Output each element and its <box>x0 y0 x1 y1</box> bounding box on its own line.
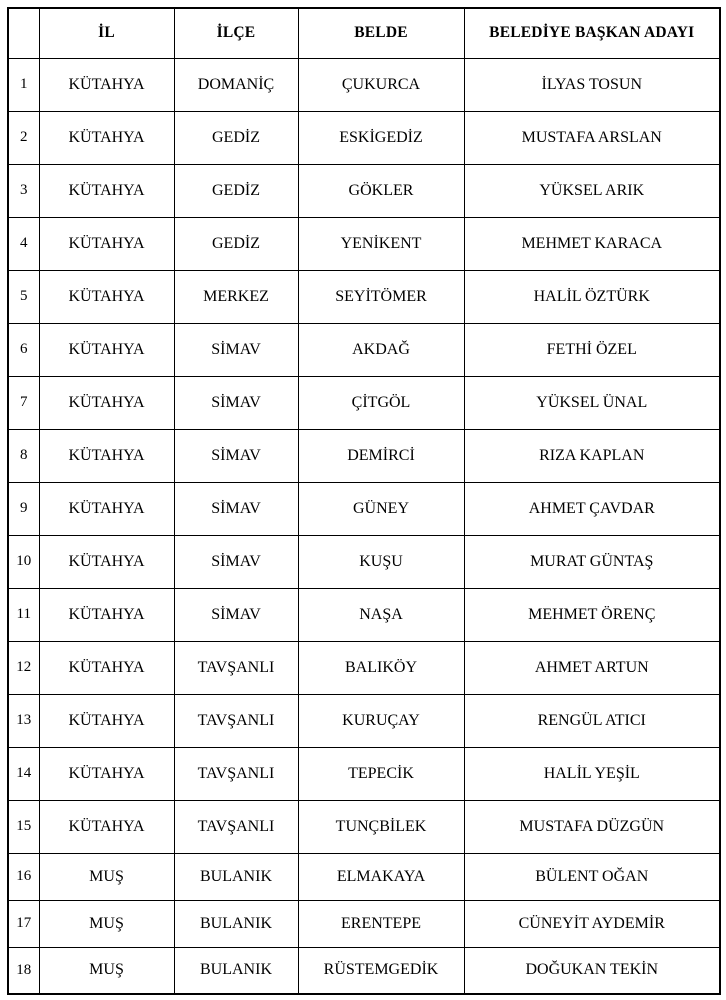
cell-il: KÜTAHYA <box>39 429 174 482</box>
cell-il: KÜTAHYA <box>39 800 174 853</box>
cell-il: MUŞ <box>39 900 174 947</box>
cell-belde: SEYİTÖMER <box>298 270 464 323</box>
cell-belde: ÇUKURCA <box>298 58 464 111</box>
candidates-table <box>7 7 721 995</box>
cell-ilce: SİMAV <box>174 588 298 641</box>
cell-aday: İLYAS TOSUN <box>464 58 720 111</box>
cell-row-number: 3 <box>8 164 39 217</box>
cell-row-number: 7 <box>8 376 39 429</box>
cell-belde: YENİKENT <box>298 217 464 270</box>
table-row <box>8 853 720 900</box>
cell-ilce: BULANIK <box>174 947 298 994</box>
cell-aday: HALİL ÖZTÜRK <box>464 270 720 323</box>
table-row <box>8 111 720 164</box>
table-row <box>8 270 720 323</box>
cell-ilce: SİMAV <box>174 482 298 535</box>
table-row <box>8 164 720 217</box>
cell-aday: RENGÜL ATICI <box>464 694 720 747</box>
table-row <box>8 482 720 535</box>
cell-ilce: SİMAV <box>174 535 298 588</box>
cell-aday: YÜKSEL ARIK <box>464 164 720 217</box>
col-header-no <box>8 8 39 58</box>
cell-belde: ERENTEPE <box>298 900 464 947</box>
cell-il: KÜTAHYA <box>39 58 174 111</box>
cell-il: MUŞ <box>39 853 174 900</box>
cell-belde: KURUÇAY <box>298 694 464 747</box>
col-header-belde: BELDE <box>298 8 464 58</box>
cell-aday: MURAT GÜNTAŞ <box>464 535 720 588</box>
cell-aday: MUSTAFA ARSLAN <box>464 111 720 164</box>
cell-ilce: SİMAV <box>174 429 298 482</box>
cell-row-number: 10 <box>8 535 39 588</box>
cell-belde: GÖKLER <box>298 164 464 217</box>
cell-ilce: BULANIK <box>174 900 298 947</box>
cell-aday: AHMET ÇAVDAR <box>464 482 720 535</box>
cell-belde: DEMİRCİ <box>298 429 464 482</box>
table-row <box>8 535 720 588</box>
cell-row-number: 1 <box>8 58 39 111</box>
cell-ilce: TAVŞANLI <box>174 800 298 853</box>
col-header-aday: BELEDİYE BAŞKAN ADAYI <box>464 8 720 58</box>
cell-row-number: 13 <box>8 694 39 747</box>
cell-ilce: BULANIK <box>174 853 298 900</box>
table-body <box>8 58 720 994</box>
table-row <box>8 58 720 111</box>
cell-belde: RÜSTEMGEDİK <box>298 947 464 994</box>
cell-row-number: 14 <box>8 747 39 800</box>
cell-row-number: 16 <box>8 853 39 900</box>
cell-il: KÜTAHYA <box>39 694 174 747</box>
cell-aday: HALİL YEŞİL <box>464 747 720 800</box>
cell-ilce: SİMAV <box>174 323 298 376</box>
cell-aday: DOĞUKAN TEKİN <box>464 947 720 994</box>
cell-belde: GÜNEY <box>298 482 464 535</box>
cell-il: KÜTAHYA <box>39 323 174 376</box>
cell-belde: NAŞA <box>298 588 464 641</box>
cell-il: KÜTAHYA <box>39 217 174 270</box>
table-row <box>8 376 720 429</box>
cell-il: KÜTAHYA <box>39 588 174 641</box>
cell-ilce: SİMAV <box>174 376 298 429</box>
cell-aday: AHMET ARTUN <box>464 641 720 694</box>
table-row <box>8 747 720 800</box>
table-row <box>8 800 720 853</box>
table-row <box>8 323 720 376</box>
cell-il: KÜTAHYA <box>39 164 174 217</box>
cell-aday: RIZA KAPLAN <box>464 429 720 482</box>
table-row <box>8 694 720 747</box>
cell-row-number: 9 <box>8 482 39 535</box>
cell-row-number: 11 <box>8 588 39 641</box>
cell-ilce: GEDİZ <box>174 164 298 217</box>
cell-il: KÜTAHYA <box>39 482 174 535</box>
cell-il: KÜTAHYA <box>39 747 174 800</box>
cell-aday: MUSTAFA DÜZGÜN <box>464 800 720 853</box>
cell-belde: ÇİTGÖL <box>298 376 464 429</box>
cell-row-number: 12 <box>8 641 39 694</box>
cell-aday: CÜNEYİT AYDEMİR <box>464 900 720 947</box>
cell-belde: AKDAĞ <box>298 323 464 376</box>
cell-belde: TUNÇBİLEK <box>298 800 464 853</box>
header-row <box>8 8 720 58</box>
cell-il: KÜTAHYA <box>39 270 174 323</box>
cell-row-number: 8 <box>8 429 39 482</box>
cell-il: KÜTAHYA <box>39 111 174 164</box>
cell-il: MUŞ <box>39 947 174 994</box>
cell-aday: MEHMET ÖRENÇ <box>464 588 720 641</box>
table-row <box>8 947 720 994</box>
cell-ilce: MERKEZ <box>174 270 298 323</box>
cell-aday: MEHMET KARACA <box>464 217 720 270</box>
table-row <box>8 429 720 482</box>
cell-belde: BALIKÖY <box>298 641 464 694</box>
cell-il: KÜTAHYA <box>39 535 174 588</box>
table-row <box>8 900 720 947</box>
cell-row-number: 2 <box>8 111 39 164</box>
cell-belde: ESKİGEDİZ <box>298 111 464 164</box>
cell-row-number: 18 <box>8 947 39 994</box>
cell-row-number: 6 <box>8 323 39 376</box>
cell-aday: YÜKSEL ÜNAL <box>464 376 720 429</box>
cell-row-number: 15 <box>8 800 39 853</box>
table-row <box>8 588 720 641</box>
cell-row-number: 17 <box>8 900 39 947</box>
cell-il: KÜTAHYA <box>39 376 174 429</box>
table-row <box>8 641 720 694</box>
cell-row-number: 4 <box>8 217 39 270</box>
cell-aday: FETHİ ÖZEL <box>464 323 720 376</box>
table-row <box>8 217 720 270</box>
cell-aday: BÜLENT OĞAN <box>464 853 720 900</box>
cell-ilce: GEDİZ <box>174 217 298 270</box>
cell-ilce: TAVŞANLI <box>174 747 298 800</box>
cell-ilce: TAVŞANLI <box>174 694 298 747</box>
col-header-ilce: İLÇE <box>174 8 298 58</box>
cell-row-number: 5 <box>8 270 39 323</box>
cell-belde: TEPECİK <box>298 747 464 800</box>
col-header-il: İL <box>39 8 174 58</box>
cell-il: KÜTAHYA <box>39 641 174 694</box>
cell-ilce: GEDİZ <box>174 111 298 164</box>
cell-belde: ELMAKAYA <box>298 853 464 900</box>
cell-ilce: DOMANİÇ <box>174 58 298 111</box>
cell-ilce: TAVŞANLI <box>174 641 298 694</box>
cell-belde: KUŞU <box>298 535 464 588</box>
